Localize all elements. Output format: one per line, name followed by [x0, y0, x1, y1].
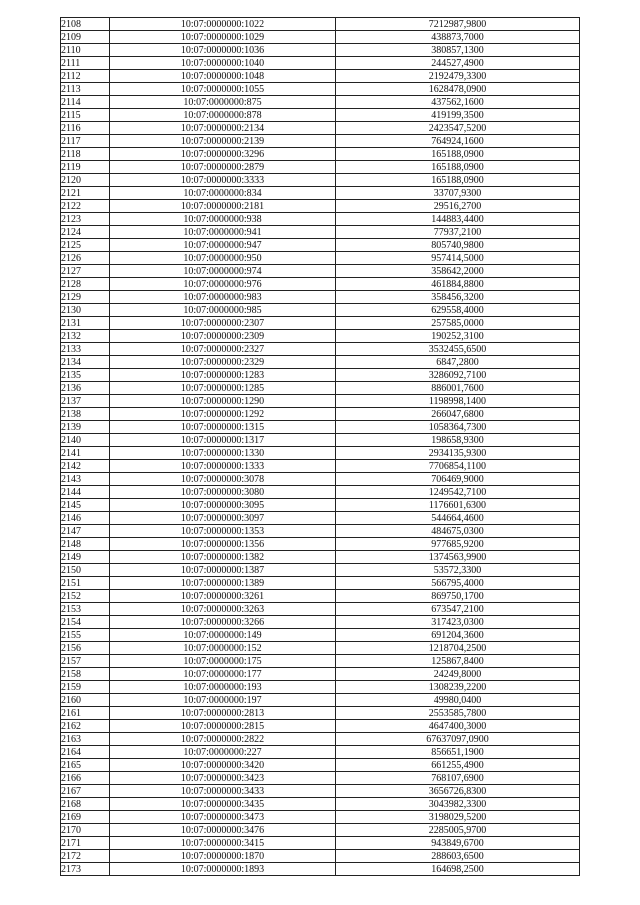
- table-row: [61, 304, 580, 317]
- cadastral-number-cell: 10:07:0000000:3296: [110, 148, 336, 161]
- table-row: [61, 616, 580, 629]
- cadastral-number-cell: 10:07:0000000:2309: [110, 330, 336, 343]
- cadastral-number-cell: 10:07:0000000:2329: [110, 356, 336, 369]
- cadastral-number-cell: 10:07:0000000:3078: [110, 473, 336, 486]
- table-row: [61, 863, 580, 876]
- table-row: [61, 369, 580, 382]
- row-number-cell: 2127: [61, 265, 110, 278]
- row-number-cell: 2138: [61, 408, 110, 421]
- table-row: [61, 642, 580, 655]
- value-cell: 266047,6800: [336, 408, 580, 421]
- table-row: [61, 733, 580, 746]
- value-cell: 7212987,9800: [336, 18, 580, 31]
- value-cell: 125867,8400: [336, 655, 580, 668]
- table-row: [61, 772, 580, 785]
- table-row: [61, 629, 580, 642]
- table-row: [61, 590, 580, 603]
- cadastral-number-cell: 10:07:0000000:3263: [110, 603, 336, 616]
- value-cell: 3656726,8300: [336, 785, 580, 798]
- table-row: [61, 70, 580, 83]
- row-number-cell: 2167: [61, 785, 110, 798]
- cadastral-number-cell: 10:07:0000000:983: [110, 291, 336, 304]
- row-number-cell: 2129: [61, 291, 110, 304]
- cadastral-number-cell: 10:07:0000000:2181: [110, 200, 336, 213]
- cadastral-number-cell: 10:07:0000000:1022: [110, 18, 336, 31]
- value-cell: 2934135,9300: [336, 447, 580, 460]
- cadastral-number-cell: 10:07:0000000:152: [110, 642, 336, 655]
- cadastral-number-cell: 10:07:0000000:1036: [110, 44, 336, 57]
- table-row: [61, 330, 580, 343]
- cadastral-number-cell: 10:07:0000000:834: [110, 187, 336, 200]
- row-number-cell: 2155: [61, 629, 110, 642]
- table-row: [61, 837, 580, 850]
- value-cell: 1176601,6300: [336, 499, 580, 512]
- table-body: [61, 18, 580, 876]
- value-cell: 288603,6500: [336, 850, 580, 863]
- cadastral-number-cell: 10:07:0000000:149: [110, 629, 336, 642]
- row-number-cell: 2126: [61, 252, 110, 265]
- row-number-cell: 2172: [61, 850, 110, 863]
- table-row: [61, 668, 580, 681]
- cadastral-number-cell: 10:07:0000000:1315: [110, 421, 336, 434]
- table-row: [61, 200, 580, 213]
- table-row: [61, 187, 580, 200]
- row-number-cell: 2128: [61, 278, 110, 291]
- table-row: [61, 525, 580, 538]
- value-cell: 2553585,7800: [336, 707, 580, 720]
- cadastral-number-cell: 10:07:0000000:193: [110, 681, 336, 694]
- row-number-cell: 2122: [61, 200, 110, 213]
- value-cell: 67637097,0900: [336, 733, 580, 746]
- table-row: [61, 174, 580, 187]
- table-row: [61, 681, 580, 694]
- table-row: [61, 785, 580, 798]
- row-number-cell: 2111: [61, 57, 110, 70]
- cadastral-number-cell: 10:07:0000000:3476: [110, 824, 336, 837]
- cadastral-number-cell: 10:07:0000000:3095: [110, 499, 336, 512]
- value-cell: 805740,9800: [336, 239, 580, 252]
- table-row: [61, 382, 580, 395]
- value-cell: 943849,6700: [336, 837, 580, 850]
- row-number-cell: 2161: [61, 707, 110, 720]
- value-cell: 244527,4900: [336, 57, 580, 70]
- value-cell: 24249,8000: [336, 668, 580, 681]
- row-number-cell: 2120: [61, 174, 110, 187]
- value-cell: 3198029,5200: [336, 811, 580, 824]
- value-cell: 165188,0900: [336, 161, 580, 174]
- cadastral-number-cell: 10:07:0000000:1389: [110, 577, 336, 590]
- table-row: [61, 96, 580, 109]
- value-cell: 1249542,7100: [336, 486, 580, 499]
- value-cell: 957414,5000: [336, 252, 580, 265]
- row-number-cell: 2131: [61, 317, 110, 330]
- row-number-cell: 2162: [61, 720, 110, 733]
- table-row: [61, 31, 580, 44]
- value-cell: 257585,0000: [336, 317, 580, 330]
- value-cell: 1198998,1400: [336, 395, 580, 408]
- row-number-cell: 2147: [61, 525, 110, 538]
- cadastral-number-cell: 10:07:0000000:985: [110, 304, 336, 317]
- value-cell: 566795,4000: [336, 577, 580, 590]
- table-row: [61, 408, 580, 421]
- row-number-cell: 2136: [61, 382, 110, 395]
- row-number-cell: 2152: [61, 590, 110, 603]
- cadastral-number-cell: 10:07:0000000:1290: [110, 395, 336, 408]
- cadastral-number-cell: 10:07:0000000:878: [110, 109, 336, 122]
- row-number-cell: 2130: [61, 304, 110, 317]
- value-cell: 198658,9300: [336, 434, 580, 447]
- table-row: [61, 265, 580, 278]
- table-row: [61, 551, 580, 564]
- value-cell: 164698,2500: [336, 863, 580, 876]
- table-row: [61, 109, 580, 122]
- row-number-cell: 2141: [61, 447, 110, 460]
- value-cell: 53572,3300: [336, 564, 580, 577]
- value-cell: 2192479,3300: [336, 70, 580, 83]
- value-cell: 977685,9200: [336, 538, 580, 551]
- row-number-cell: 2139: [61, 421, 110, 434]
- table-row: [61, 356, 580, 369]
- row-number-cell: 2151: [61, 577, 110, 590]
- cadastral-number-cell: 10:07:0000000:1387: [110, 564, 336, 577]
- cadastral-number-cell: 10:07:0000000:3423: [110, 772, 336, 785]
- value-cell: 3532455,6500: [336, 343, 580, 356]
- value-cell: 1374563,9900: [336, 551, 580, 564]
- row-number-cell: 2160: [61, 694, 110, 707]
- value-cell: 33707,9300: [336, 187, 580, 200]
- table-row: [61, 798, 580, 811]
- row-number-cell: 2153: [61, 603, 110, 616]
- value-cell: 77937,2100: [336, 226, 580, 239]
- cadastral-number-cell: 10:07:0000000:227: [110, 746, 336, 759]
- table-row: [61, 746, 580, 759]
- cadastral-number-cell: 10:07:0000000:177: [110, 668, 336, 681]
- value-cell: 358642,2000: [336, 265, 580, 278]
- row-number-cell: 2164: [61, 746, 110, 759]
- value-cell: 768107,6900: [336, 772, 580, 785]
- row-number-cell: 2119: [61, 161, 110, 174]
- table-row: [61, 655, 580, 668]
- cadastral-number-cell: 10:07:0000000:1283: [110, 369, 336, 382]
- value-cell: 856651,1900: [336, 746, 580, 759]
- row-number-cell: 2140: [61, 434, 110, 447]
- data-table: [60, 17, 580, 876]
- row-number-cell: 2170: [61, 824, 110, 837]
- row-number-cell: 2108: [61, 18, 110, 31]
- value-cell: 2423547,5200: [336, 122, 580, 135]
- row-number-cell: 2166: [61, 772, 110, 785]
- cadastral-number-cell: 10:07:0000000:1040: [110, 57, 336, 70]
- table-row: [61, 57, 580, 70]
- cadastral-number-cell: 10:07:0000000:3435: [110, 798, 336, 811]
- row-number-cell: 2112: [61, 70, 110, 83]
- row-number-cell: 2165: [61, 759, 110, 772]
- value-cell: 484675,0300: [336, 525, 580, 538]
- cadastral-number-cell: 10:07:0000000:1330: [110, 447, 336, 460]
- value-cell: 869750,1700: [336, 590, 580, 603]
- value-cell: 7706854,1100: [336, 460, 580, 473]
- table-row: [61, 447, 580, 460]
- row-number-cell: 2146: [61, 512, 110, 525]
- row-number-cell: 2124: [61, 226, 110, 239]
- value-cell: 437562,1600: [336, 96, 580, 109]
- value-cell: 165188,0900: [336, 174, 580, 187]
- value-cell: 886001,7600: [336, 382, 580, 395]
- cadastral-number-cell: 10:07:0000000:1029: [110, 31, 336, 44]
- cadastral-number-cell: 10:07:0000000:2327: [110, 343, 336, 356]
- cadastral-number-cell: 10:07:0000000:875: [110, 96, 336, 109]
- value-cell: 190252,3100: [336, 330, 580, 343]
- row-number-cell: 2117: [61, 135, 110, 148]
- value-cell: 661255,4900: [336, 759, 580, 772]
- row-number-cell: 2163: [61, 733, 110, 746]
- table-row: [61, 278, 580, 291]
- value-cell: 1308239,2200: [336, 681, 580, 694]
- row-number-cell: 2159: [61, 681, 110, 694]
- row-number-cell: 2132: [61, 330, 110, 343]
- row-number-cell: 2116: [61, 122, 110, 135]
- cadastral-number-cell: 10:07:0000000:3097: [110, 512, 336, 525]
- row-number-cell: 2137: [61, 395, 110, 408]
- table-row: [61, 395, 580, 408]
- table-row: [61, 811, 580, 824]
- row-number-cell: 2148: [61, 538, 110, 551]
- row-number-cell: 2142: [61, 460, 110, 473]
- row-number-cell: 2169: [61, 811, 110, 824]
- cadastral-number-cell: 10:07:0000000:3433: [110, 785, 336, 798]
- table-row: [61, 694, 580, 707]
- row-number-cell: 2110: [61, 44, 110, 57]
- value-cell: 691204,3600: [336, 629, 580, 642]
- cadastral-number-cell: 10:07:0000000:976: [110, 278, 336, 291]
- cadastral-number-cell: 10:07:0000000:2879: [110, 161, 336, 174]
- table-row: [61, 759, 580, 772]
- cadastral-number-cell: 10:07:0000000:3080: [110, 486, 336, 499]
- value-cell: 1628478,0900: [336, 83, 580, 96]
- value-cell: 419199,3500: [336, 109, 580, 122]
- table-row: [61, 434, 580, 447]
- cadastral-number-cell: 10:07:0000000:2139: [110, 135, 336, 148]
- value-cell: 629558,4000: [336, 304, 580, 317]
- row-number-cell: 2121: [61, 187, 110, 200]
- row-number-cell: 2115: [61, 109, 110, 122]
- cadastral-number-cell: 10:07:0000000:3261: [110, 590, 336, 603]
- value-cell: 3286092,7100: [336, 369, 580, 382]
- cadastral-number-cell: 10:07:0000000:950: [110, 252, 336, 265]
- cadastral-number-cell: 10:07:0000000:1356: [110, 538, 336, 551]
- value-cell: 165188,0900: [336, 148, 580, 161]
- table-row: [61, 473, 580, 486]
- row-number-cell: 2171: [61, 837, 110, 850]
- cadastral-number-cell: 10:07:0000000:3333: [110, 174, 336, 187]
- value-cell: 461884,8800: [336, 278, 580, 291]
- row-number-cell: 2134: [61, 356, 110, 369]
- value-cell: 6847,2800: [336, 356, 580, 369]
- cadastral-number-cell: 10:07:0000000:1317: [110, 434, 336, 447]
- value-cell: 544664,4600: [336, 512, 580, 525]
- row-number-cell: 2109: [61, 31, 110, 44]
- row-number-cell: 2156: [61, 642, 110, 655]
- cadastral-number-cell: 10:07:0000000:1333: [110, 460, 336, 473]
- value-cell: 317423,0300: [336, 616, 580, 629]
- cadastral-number-cell: 10:07:0000000:1292: [110, 408, 336, 421]
- table-row: [61, 564, 580, 577]
- table-row: [61, 720, 580, 733]
- cadastral-number-cell: 10:07:0000000:1382: [110, 551, 336, 564]
- table-row: [61, 18, 580, 31]
- value-cell: 4647400,3000: [336, 720, 580, 733]
- value-cell: 673547,2100: [336, 603, 580, 616]
- row-number-cell: 2150: [61, 564, 110, 577]
- table-row: [61, 707, 580, 720]
- cadastral-number-cell: 10:07:0000000:175: [110, 655, 336, 668]
- cadastral-number-cell: 10:07:0000000:1048: [110, 70, 336, 83]
- cadastral-number-cell: 10:07:0000000:1870: [110, 850, 336, 863]
- cadastral-number-cell: 10:07:0000000:3473: [110, 811, 336, 824]
- table-row: [61, 83, 580, 96]
- table-row: [61, 343, 580, 356]
- cadastral-number-cell: 10:07:0000000:3266: [110, 616, 336, 629]
- table-row: [61, 577, 580, 590]
- table-row: [61, 421, 580, 434]
- table-row: [61, 148, 580, 161]
- cadastral-number-cell: 10:07:0000000:974: [110, 265, 336, 278]
- row-number-cell: 2123: [61, 213, 110, 226]
- cadastral-number-cell: 10:07:0000000:1353: [110, 525, 336, 538]
- row-number-cell: 2145: [61, 499, 110, 512]
- table-row: [61, 135, 580, 148]
- row-number-cell: 2144: [61, 486, 110, 499]
- row-number-cell: 2118: [61, 148, 110, 161]
- cadastral-number-cell: 10:07:0000000:1285: [110, 382, 336, 395]
- cadastral-number-cell: 10:07:0000000:197: [110, 694, 336, 707]
- row-number-cell: 2114: [61, 96, 110, 109]
- table-row: [61, 512, 580, 525]
- value-cell: 706469,9000: [336, 473, 580, 486]
- cadastral-number-cell: 10:07:0000000:941: [110, 226, 336, 239]
- table-row: [61, 603, 580, 616]
- value-cell: 2285005,9700: [336, 824, 580, 837]
- value-cell: 144883,4400: [336, 213, 580, 226]
- table-row: [61, 213, 580, 226]
- cadastral-number-cell: 10:07:0000000:2815: [110, 720, 336, 733]
- table-row: [61, 226, 580, 239]
- cadastral-number-cell: 10:07:0000000:3420: [110, 759, 336, 772]
- cadastral-number-cell: 10:07:0000000:2813: [110, 707, 336, 720]
- cadastral-number-cell: 10:07:0000000:2134: [110, 122, 336, 135]
- table-row: [61, 122, 580, 135]
- value-cell: 438873,7000: [336, 31, 580, 44]
- table-row: [61, 291, 580, 304]
- value-cell: 29516,2700: [336, 200, 580, 213]
- row-number-cell: 2149: [61, 551, 110, 564]
- value-cell: 380857,1300: [336, 44, 580, 57]
- cadastral-number-cell: 10:07:0000000:3415: [110, 837, 336, 850]
- table-row: [61, 252, 580, 265]
- table-row: [61, 161, 580, 174]
- row-number-cell: 2135: [61, 369, 110, 382]
- row-number-cell: 2133: [61, 343, 110, 356]
- cadastral-number-cell: 10:07:0000000:2307: [110, 317, 336, 330]
- table-row: [61, 499, 580, 512]
- cadastral-number-cell: 10:07:0000000:2822: [110, 733, 336, 746]
- row-number-cell: 2158: [61, 668, 110, 681]
- row-number-cell: 2157: [61, 655, 110, 668]
- row-number-cell: 2143: [61, 473, 110, 486]
- row-number-cell: 2173: [61, 863, 110, 876]
- table-row: [61, 850, 580, 863]
- table-row: [61, 538, 580, 551]
- cadastral-number-cell: 10:07:0000000:938: [110, 213, 336, 226]
- cadastral-number-cell: 10:07:0000000:947: [110, 239, 336, 252]
- row-number-cell: 2125: [61, 239, 110, 252]
- row-number-cell: 2168: [61, 798, 110, 811]
- table-row: [61, 44, 580, 57]
- cadastral-number-cell: 10:07:0000000:1893: [110, 863, 336, 876]
- value-cell: 764924,1600: [336, 135, 580, 148]
- value-cell: 3043982,3300: [336, 798, 580, 811]
- row-number-cell: 2113: [61, 83, 110, 96]
- table-row: [61, 486, 580, 499]
- row-number-cell: 2154: [61, 616, 110, 629]
- value-cell: 49980,0400: [336, 694, 580, 707]
- table-row: [61, 317, 580, 330]
- table-row: [61, 460, 580, 473]
- cadastral-number-cell: 10:07:0000000:1055: [110, 83, 336, 96]
- value-cell: 1218704,2500: [336, 642, 580, 655]
- table-row: [61, 239, 580, 252]
- value-cell: 358456,3200: [336, 291, 580, 304]
- table-row: [61, 824, 580, 837]
- value-cell: 1058364,7300: [336, 421, 580, 434]
